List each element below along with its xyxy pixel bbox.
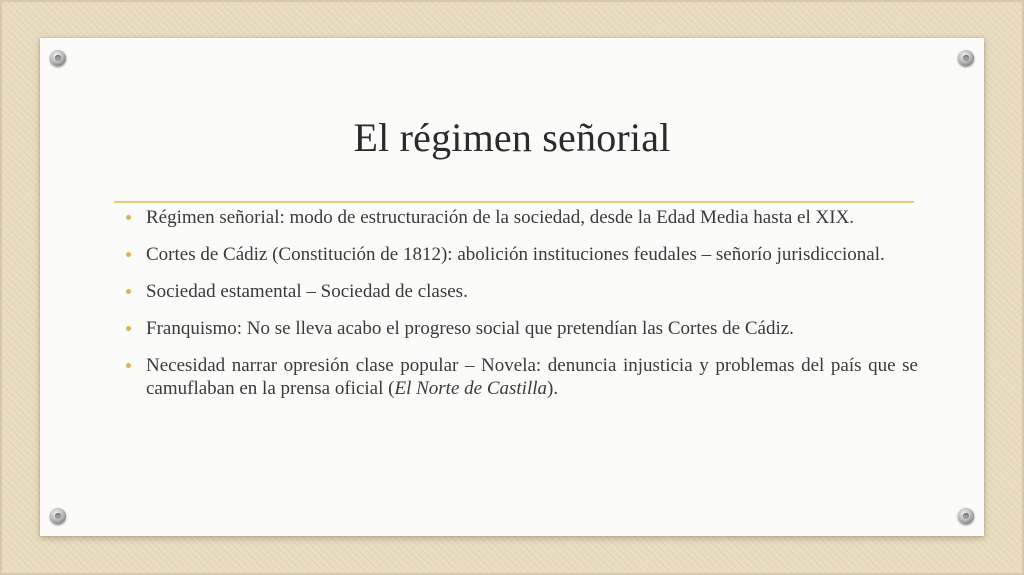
bullet-item	[132, 243, 918, 266]
bullet-item	[132, 317, 918, 340]
bullet-item	[132, 280, 918, 303]
pin-icon	[958, 50, 974, 66]
slide-title: El régimen señorial	[353, 115, 671, 160]
bullet-text: Régimen señorial: modo de estructuración de la sociedad, desde la Edad Media hasta el XIX.	[146, 207, 855, 228]
newspaper-name: El Norte de Castilla	[394, 378, 547, 399]
bullet-text: Sociedad estamental – Sociedad de clases.	[146, 281, 468, 302]
bullet-list	[132, 206, 918, 414]
bullet-item	[132, 354, 918, 400]
pin-icon	[50, 508, 66, 524]
bullet-suffix: ).	[547, 378, 559, 399]
bullet-text: Franquismo: No se lleva acabo el progreso social que pretendían las Cortes de Cádiz.	[146, 318, 794, 339]
title-divider	[114, 201, 914, 203]
bullet-text: Cortes de Cádiz (Constitución de 1812): abolición instituciones feudales – señorío jurisdiccional.	[146, 244, 885, 265]
bullet-text: Necesidad narrar opresión clase popular – Novela: denuncia injusticia y problemas del país que se camuflaban en la prensa oficial (	[146, 355, 918, 399]
pin-icon	[958, 508, 974, 524]
pin-icon	[50, 50, 66, 66]
slide-card	[40, 38, 984, 536]
bullet-item	[132, 206, 918, 229]
